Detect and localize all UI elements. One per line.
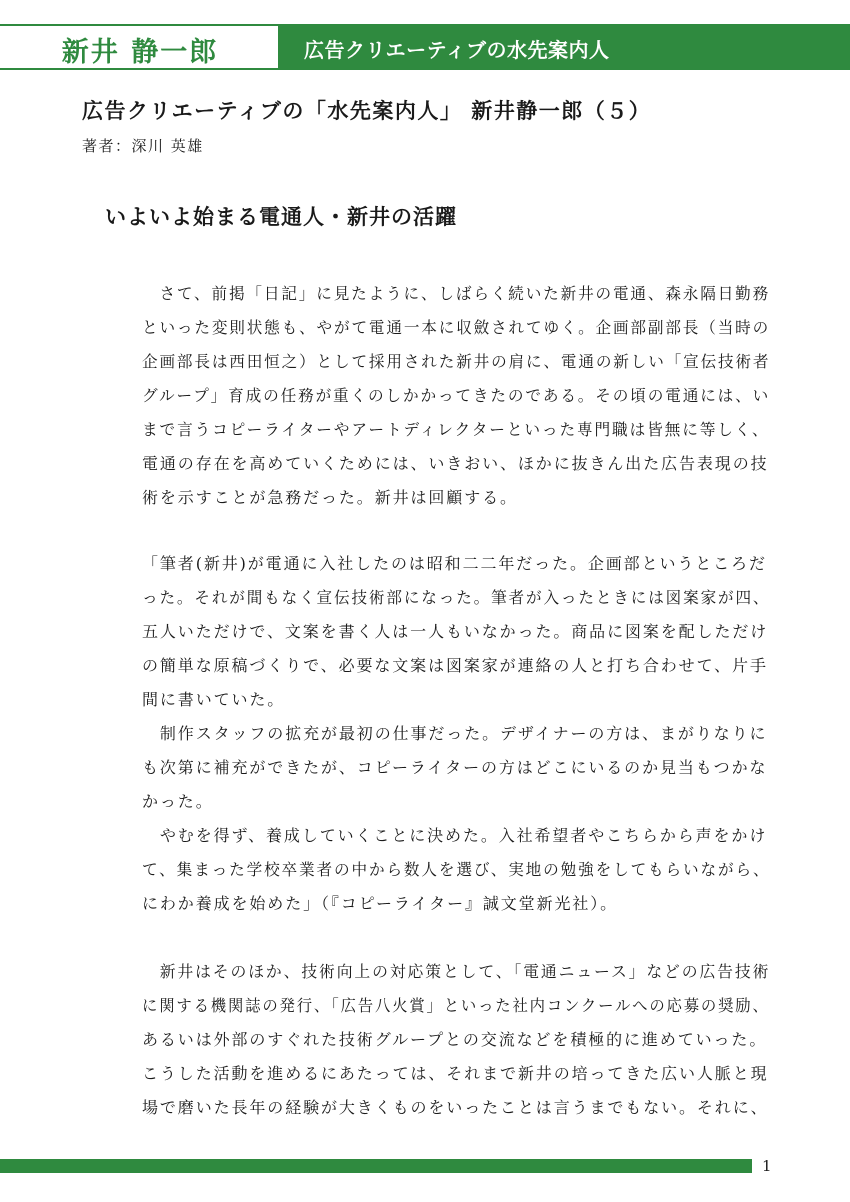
header-name-box <box>0 26 280 68</box>
body-line: 術を示すことが急務だった。新井は回顧する。 <box>142 488 518 507</box>
body-line: 企画部長は西田恒之）として採用された新井の肩に、電通の新しい「宣伝技術者 <box>142 352 771 371</box>
body-line: に関する機関誌の発行、「広告八火賞」といった社内コンクールへの応募の奨励、 <box>142 996 770 1015</box>
body-line: こうした活動を進めるにあたっては、それまで新井の培ってきた広い人脈と現 <box>142 1064 769 1083</box>
header-series-title: 広告クリエーティブの水先案内人 <box>304 38 610 62</box>
body-line: も次第に補充ができたが、コピーライターの方はどこにいるのか見当もつかな <box>142 758 768 777</box>
body-line: やむを得ず、養成していくことに決めた。入社希望者やこちらから声をかけ <box>142 826 768 845</box>
header-series-box <box>280 26 850 68</box>
body-line: にわか養成を始めた」（『コピーライター』誠文堂新光社）。 <box>142 894 619 913</box>
header-bar <box>0 24 850 70</box>
page-number: 1 <box>762 1157 772 1175</box>
body-line: かった。 <box>142 792 214 811</box>
body-line: といった変則状態も、やがて電通一本に収斂されてゆく。企画部副部長（当時の <box>142 318 771 337</box>
body-line: グループ」育成の任務が重くのしかかってきたのである。その頃の電通には、い <box>142 386 771 405</box>
body-line: あるいは外部のすぐれた技術グループとの交流などを積極的に進めていった。 <box>142 1030 768 1049</box>
author-line: 著者：深川 英雄 <box>82 137 204 155</box>
body-line: 新井はそのほか、技術向上の対応策として、「電通ニュース」などの広告技術 <box>142 962 771 981</box>
body-line: さて、前掲「日記」に見たように、しばらく続いた新井の電通、森永隔日勤務 <box>142 284 771 303</box>
body-line: 制作スタッフの拡充が最初の仕事だった。デザイナーの方は、まがりなりに <box>142 724 768 743</box>
body-line: て、集まった学校卒業者の中から数人を選び、実地の勉強をしてもらいながら、 <box>142 860 771 879</box>
body-line: 五人いただけで、文案を書く人は一人もいなかった。商品に図案を配しただけ <box>142 622 769 641</box>
body-line: 電通の存在を高めていくためには、いきおい、ほかに抜きん出た広告表現の技 <box>142 454 769 473</box>
body-line: った。それが間もなく宣伝技術部になった。筆者が入ったときには図案家が四、 <box>142 588 771 607</box>
body-line: 「筆者(新井)が電通に入社したのは昭和二二年だった。企画部というところだ <box>142 554 767 573</box>
section-heading: いよいよ始まる電通人・新井の活躍 <box>105 204 457 229</box>
body-line: 間に書いていた。 <box>142 690 286 709</box>
body-line: 場で磨いた長年の経験が大きくものをいったことは言うまでもない。それに、 <box>142 1098 769 1117</box>
body-line: まで言うコピーライターやアートディレクターといった専門職は皆無に等しく、 <box>142 420 770 439</box>
body-line: の簡単な原稿づくりで、必要な文案は図案家が連絡の人と打ち合わせて、片手 <box>142 656 768 675</box>
header-author-name: 新井 静一郎 <box>61 37 219 68</box>
footer-bar <box>0 1159 752 1173</box>
article-title: 広告クリエーティブの「水先案内人」 新井静一郎（５） <box>82 98 652 123</box>
